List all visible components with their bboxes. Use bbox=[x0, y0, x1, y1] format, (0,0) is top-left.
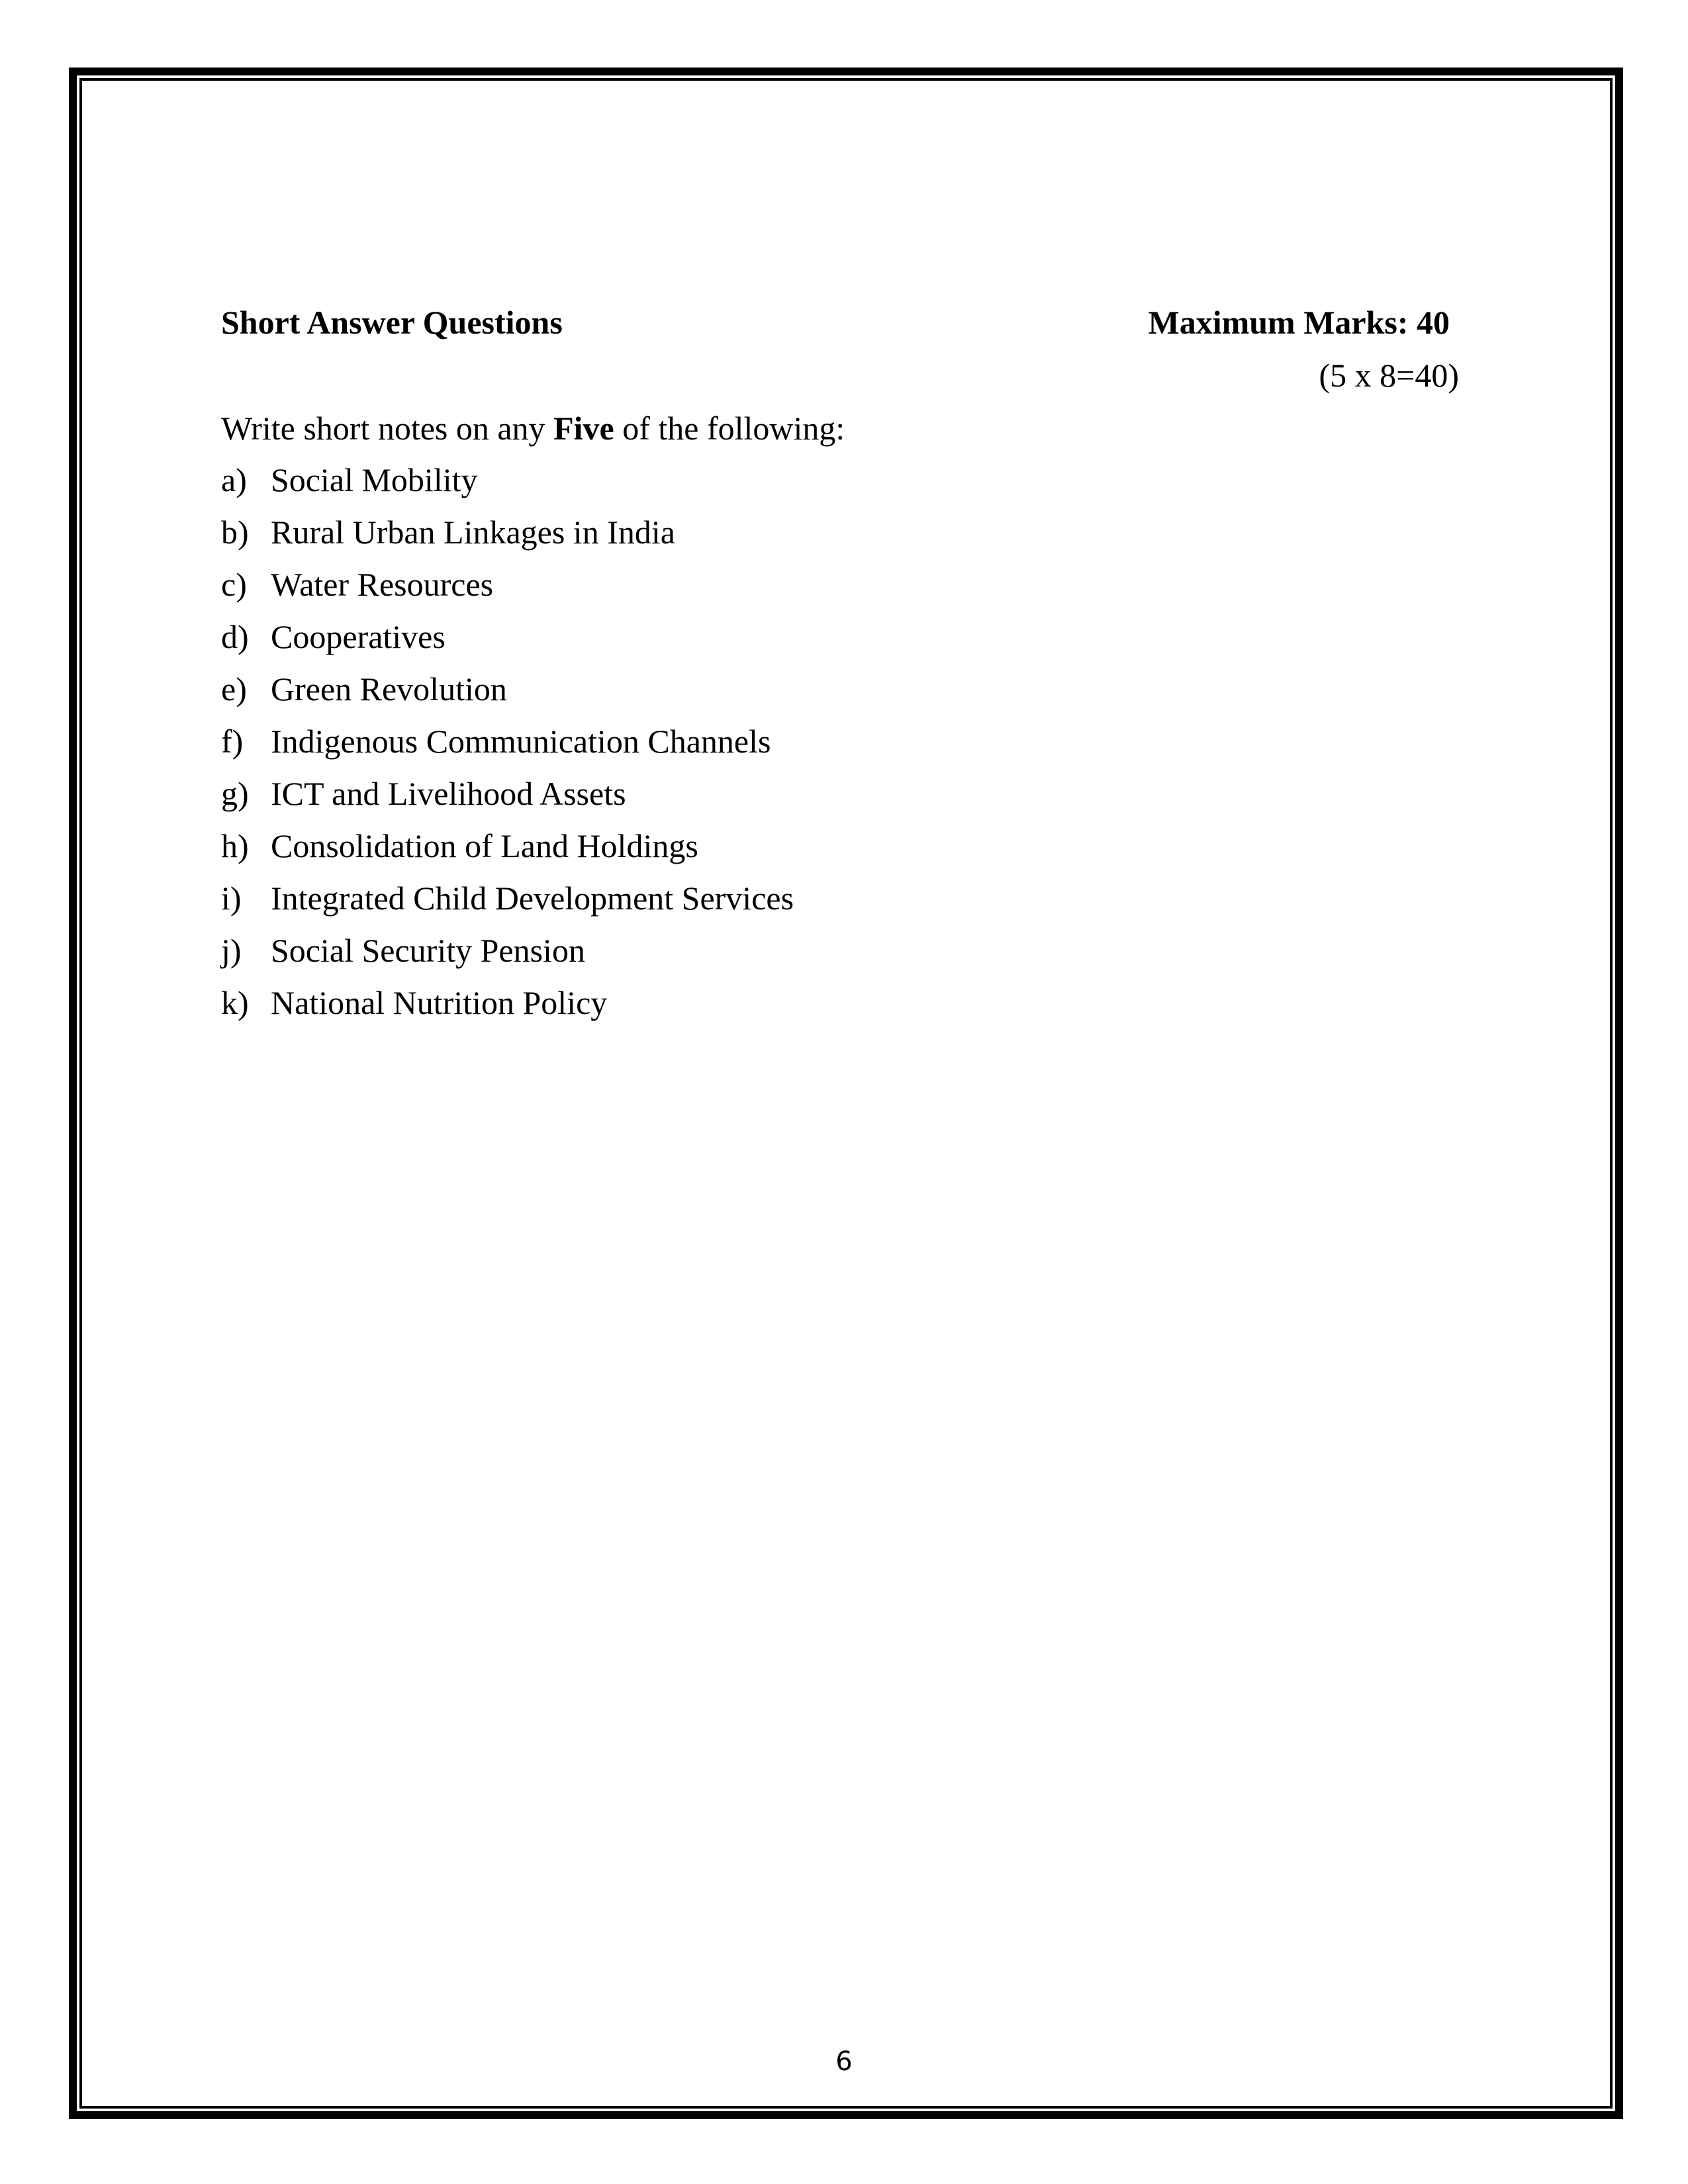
question-item bbox=[221, 509, 1466, 561]
question-marker: j) bbox=[221, 932, 242, 969]
instruction-emphasis: Five bbox=[553, 410, 614, 447]
question-text: Rural Urban Linkages in India bbox=[271, 514, 675, 551]
question-marker: k) bbox=[221, 984, 249, 1021]
question-item bbox=[221, 718, 1466, 770]
section-title: Short Answer Questions bbox=[221, 304, 563, 341]
question-marker: g) bbox=[221, 775, 249, 812]
maximum-marks: Maximum Marks: 40 bbox=[1148, 304, 1450, 341]
question-marker: h) bbox=[221, 827, 249, 864]
question-text: ICT and Livelihood Assets bbox=[271, 775, 626, 812]
question-text: Cooperatives bbox=[271, 618, 445, 655]
question-section bbox=[221, 299, 1466, 1032]
question-item bbox=[221, 770, 1466, 823]
question-marker: i) bbox=[221, 880, 242, 917]
question-text: Consolidation of Land Holdings bbox=[271, 827, 698, 864]
question-text: Integrated Child Development Services bbox=[271, 880, 794, 917]
question-marker: d) bbox=[221, 618, 249, 655]
question-text: Green Revolution bbox=[271, 670, 507, 707]
question-text: Indigenous Communication Channels bbox=[271, 723, 771, 760]
question-marker: e) bbox=[221, 670, 247, 707]
question-marker: f) bbox=[221, 723, 244, 760]
question-item bbox=[221, 823, 1466, 875]
question-item bbox=[221, 875, 1466, 927]
question-text: Water Resources bbox=[271, 566, 494, 603]
question-list bbox=[221, 457, 1466, 1032]
question-item bbox=[221, 614, 1466, 666]
question-item bbox=[221, 457, 1466, 509]
question-item bbox=[221, 561, 1466, 614]
question-text: Social Security Pension bbox=[271, 932, 585, 969]
question-marker: a) bbox=[221, 461, 247, 498]
question-item bbox=[221, 666, 1466, 718]
question-item bbox=[221, 927, 1466, 979]
instruction-text bbox=[221, 405, 1466, 457]
page-number: 6 bbox=[835, 2046, 853, 2077]
instruction-prefix: Write short notes on any bbox=[221, 410, 554, 447]
section-header bbox=[221, 299, 1466, 352]
question-item bbox=[221, 979, 1466, 1032]
instruction-suffix: of the following: bbox=[614, 410, 845, 447]
question-marker: b) bbox=[221, 514, 249, 551]
question-text: National Nutrition Policy bbox=[271, 984, 608, 1021]
question-marker: c) bbox=[221, 566, 247, 603]
marks-breakdown: (5 x 8=40) bbox=[1319, 357, 1459, 394]
question-text: Social Mobility bbox=[271, 461, 478, 498]
